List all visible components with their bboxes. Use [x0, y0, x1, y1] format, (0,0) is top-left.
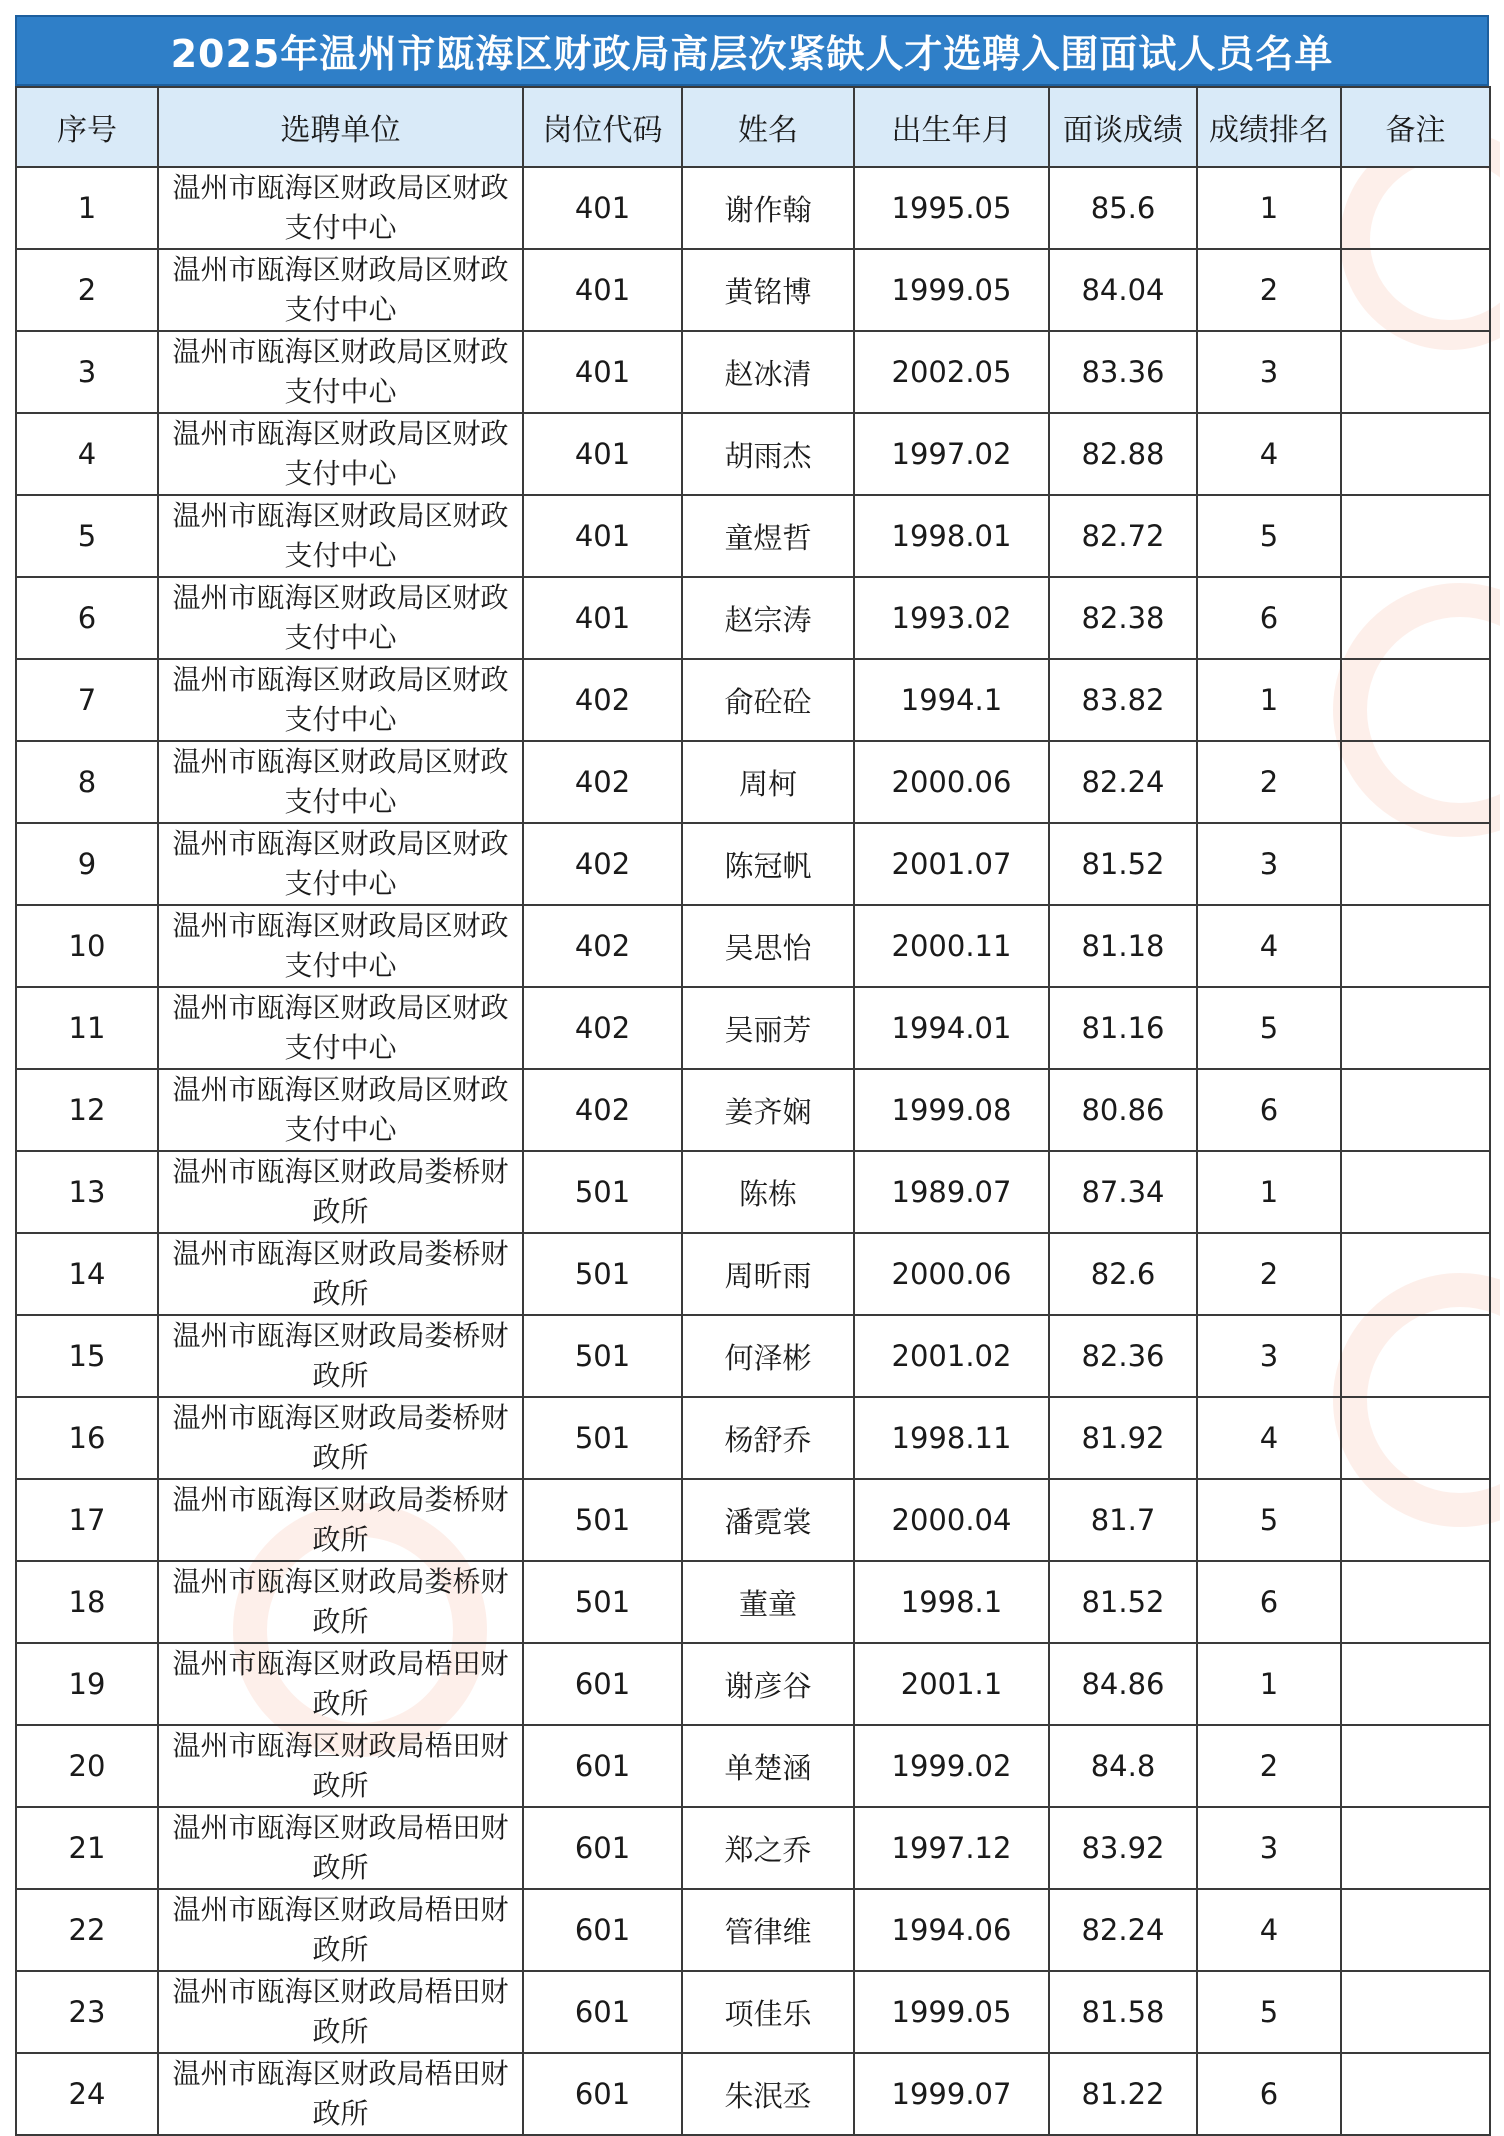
- table-header-row: [16, 87, 1490, 167]
- cell-name: 何泽彬: [682, 1315, 854, 1397]
- cell-post-code: 501: [523, 1561, 682, 1643]
- cell-birth: 1999.05: [854, 249, 1049, 331]
- cell-note: [1341, 1479, 1490, 1561]
- unit-text: 温州市瓯海区财政局区财政支付中心: [172, 909, 509, 982]
- cell-note: [1341, 1561, 1490, 1643]
- cell-birth: 2000.06: [854, 741, 1049, 823]
- cell-name: 杨舒乔: [682, 1397, 854, 1479]
- cell-post-code: 501: [523, 1479, 682, 1561]
- unit-text: 温州市瓯海区财政局区财政支付中心: [172, 827, 509, 900]
- table-row: [16, 577, 1490, 659]
- cell-name: 管律维: [682, 1889, 854, 1971]
- cell-seq: 24: [16, 2053, 158, 2135]
- cell-name: 项佳乐: [682, 1971, 854, 2053]
- cell-post-code: 402: [523, 741, 682, 823]
- cell-interview-score: 81.58: [1049, 1971, 1197, 2053]
- table-row: [16, 1479, 1490, 1561]
- cell-interview-score: 82.38: [1049, 577, 1197, 659]
- cell-name: 吴思怡: [682, 905, 854, 987]
- cell-seq: 13: [16, 1151, 158, 1233]
- cell-birth: 1998.01: [854, 495, 1049, 577]
- cell-name: 朱泯丞: [682, 2053, 854, 2135]
- cell-note: [1341, 1971, 1490, 2053]
- unit-text: 温州市瓯海区财政局区财政支付中心: [172, 171, 509, 244]
- cell-post-code: 402: [523, 659, 682, 741]
- unit-text: 温州市瓯海区财政局娄桥财政所: [172, 1237, 509, 1310]
- cell-interview-score: 83.92: [1049, 1807, 1197, 1889]
- cell-rank: 3: [1197, 1807, 1341, 1889]
- cell-name: 童煜哲: [682, 495, 854, 577]
- cell-post-code: 402: [523, 987, 682, 1069]
- cell-rank: 4: [1197, 905, 1341, 987]
- cell-note: [1341, 741, 1490, 823]
- table-row: [16, 1397, 1490, 1479]
- cell-rank: 6: [1197, 1561, 1341, 1643]
- cell-interview-score: 85.6: [1049, 167, 1197, 249]
- page-title: 2025年温州市瓯海区财政局高层次紧缺人才选聘入围面试人员名单: [15, 15, 1489, 86]
- cell-name: 胡雨杰: [682, 413, 854, 495]
- cell-unit: [158, 1643, 523, 1725]
- cell-post-code: 601: [523, 1807, 682, 1889]
- header-note: 备注: [1341, 87, 1490, 167]
- cell-post-code: 402: [523, 905, 682, 987]
- cell-post-code: 401: [523, 331, 682, 413]
- cell-birth: 1994.01: [854, 987, 1049, 1069]
- cell-seq: 6: [16, 577, 158, 659]
- cell-interview-score: 81.92: [1049, 1397, 1197, 1479]
- cell-unit: [158, 249, 523, 331]
- cell-seq: 20: [16, 1725, 158, 1807]
- unit-text: 温州市瓯海区财政局区财政支付中心: [172, 581, 509, 654]
- cell-unit: [158, 331, 523, 413]
- cell-name: 姜齐娴: [682, 1069, 854, 1151]
- unit-text: 温州市瓯海区财政局梧田财政所: [172, 1893, 509, 1966]
- unit-text: 温州市瓯海区财政局区财政支付中心: [172, 499, 509, 572]
- table-row: [16, 823, 1490, 905]
- cell-note: [1341, 413, 1490, 495]
- cell-note: [1341, 1889, 1490, 1971]
- unit-text: 温州市瓯海区财政局区财政支付中心: [172, 991, 509, 1064]
- cell-name: 赵冰清: [682, 331, 854, 413]
- cell-post-code: 501: [523, 1151, 682, 1233]
- cell-note: [1341, 495, 1490, 577]
- cell-unit: [158, 987, 523, 1069]
- cell-unit: [158, 2053, 523, 2135]
- cell-seq: 19: [16, 1643, 158, 1725]
- cell-birth: 1997.02: [854, 413, 1049, 495]
- cell-post-code: 601: [523, 2053, 682, 2135]
- cell-rank: 2: [1197, 249, 1341, 331]
- candidate-table: [15, 86, 1491, 2136]
- header-unit: 选聘单位: [158, 87, 523, 167]
- cell-unit: [158, 741, 523, 823]
- cell-unit: [158, 1807, 523, 1889]
- cell-unit: [158, 167, 523, 249]
- table-row: [16, 1807, 1490, 1889]
- cell-unit: [158, 659, 523, 741]
- cell-note: [1341, 905, 1490, 987]
- table-row: [16, 1725, 1490, 1807]
- cell-name: 潘霓裳: [682, 1479, 854, 1561]
- cell-birth: 2001.02: [854, 1315, 1049, 1397]
- cell-interview-score: 82.88: [1049, 413, 1197, 495]
- unit-text: 温州市瓯海区财政局梧田财政所: [172, 1729, 509, 1802]
- cell-seq: 10: [16, 905, 158, 987]
- header-name: 姓名: [682, 87, 854, 167]
- table-row: [16, 1151, 1490, 1233]
- cell-rank: 1: [1197, 167, 1341, 249]
- cell-birth: 2001.07: [854, 823, 1049, 905]
- cell-rank: 3: [1197, 1315, 1341, 1397]
- cell-rank: 6: [1197, 577, 1341, 659]
- cell-interview-score: 80.86: [1049, 1069, 1197, 1151]
- cell-interview-score: 82.24: [1049, 741, 1197, 823]
- cell-name: 谢作翰: [682, 167, 854, 249]
- header-rank: 成绩排名: [1197, 87, 1341, 167]
- cell-name: 吴丽芳: [682, 987, 854, 1069]
- table-row: [16, 1315, 1490, 1397]
- cell-post-code: 401: [523, 249, 682, 331]
- unit-text: 温州市瓯海区财政局区财政支付中心: [172, 1073, 509, 1146]
- cell-seq: 5: [16, 495, 158, 577]
- table-row: [16, 1069, 1490, 1151]
- cell-seq: 17: [16, 1479, 158, 1561]
- header-birth: 出生年月: [854, 87, 1049, 167]
- cell-post-code: 501: [523, 1397, 682, 1479]
- unit-text: 温州市瓯海区财政局区财政支付中心: [172, 745, 509, 818]
- unit-text: 温州市瓯海区财政局娄桥财政所: [172, 1319, 509, 1392]
- cell-seq: 21: [16, 1807, 158, 1889]
- unit-text: 温州市瓯海区财政局娄桥财政所: [172, 1401, 509, 1474]
- cell-seq: 18: [16, 1561, 158, 1643]
- table-row: [16, 2053, 1490, 2135]
- cell-note: [1341, 987, 1490, 1069]
- cell-note: [1341, 1725, 1490, 1807]
- cell-note: [1341, 331, 1490, 413]
- cell-interview-score: 83.82: [1049, 659, 1197, 741]
- cell-name: 单楚涵: [682, 1725, 854, 1807]
- cell-birth: 1999.08: [854, 1069, 1049, 1151]
- unit-text: 温州市瓯海区财政局区财政支付中心: [172, 417, 509, 490]
- cell-note: [1341, 1397, 1490, 1479]
- cell-birth: 1999.07: [854, 2053, 1049, 2135]
- table-row: [16, 413, 1490, 495]
- cell-birth: 1994.1: [854, 659, 1049, 741]
- cell-unit: [158, 413, 523, 495]
- cell-rank: 4: [1197, 1397, 1341, 1479]
- unit-text: 温州市瓯海区财政局娄桥财政所: [172, 1155, 509, 1228]
- cell-unit: [158, 1889, 523, 1971]
- cell-seq: 22: [16, 1889, 158, 1971]
- cell-rank: 4: [1197, 413, 1341, 495]
- cell-note: [1341, 1233, 1490, 1315]
- cell-note: [1341, 577, 1490, 659]
- cell-interview-score: 81.22: [1049, 2053, 1197, 2135]
- cell-name: 董童: [682, 1561, 854, 1643]
- cell-birth: 1993.02: [854, 577, 1049, 659]
- unit-text: 温州市瓯海区财政局区财政支付中心: [172, 335, 509, 408]
- cell-post-code: 402: [523, 1069, 682, 1151]
- cell-post-code: 501: [523, 1233, 682, 1315]
- cell-note: [1341, 167, 1490, 249]
- cell-rank: 2: [1197, 1725, 1341, 1807]
- cell-unit: [158, 1233, 523, 1315]
- cell-interview-score: 81.52: [1049, 823, 1197, 905]
- cell-birth: 2000.11: [854, 905, 1049, 987]
- cell-seq: 23: [16, 1971, 158, 2053]
- cell-rank: 6: [1197, 1069, 1341, 1151]
- table-row: [16, 495, 1490, 577]
- cell-rank: 5: [1197, 1971, 1341, 2053]
- cell-post-code: 401: [523, 167, 682, 249]
- cell-note: [1341, 1315, 1490, 1397]
- unit-text: 温州市瓯海区财政局区财政支付中心: [172, 663, 509, 736]
- unit-text: 温州市瓯海区财政局梧田财政所: [172, 1975, 509, 2048]
- cell-seq: 15: [16, 1315, 158, 1397]
- cell-birth: 1999.02: [854, 1725, 1049, 1807]
- cell-post-code: 401: [523, 413, 682, 495]
- cell-birth: 1998.1: [854, 1561, 1049, 1643]
- cell-seq: 2: [16, 249, 158, 331]
- cell-birth: 1997.12: [854, 1807, 1049, 1889]
- table-row: [16, 1889, 1490, 1971]
- cell-name: 陈冠帆: [682, 823, 854, 905]
- cell-name: 周柯: [682, 741, 854, 823]
- cell-seq: 3: [16, 331, 158, 413]
- cell-interview-score: 84.86: [1049, 1643, 1197, 1725]
- cell-unit: [158, 577, 523, 659]
- table-row: [16, 249, 1490, 331]
- cell-rank: 5: [1197, 495, 1341, 577]
- cell-post-code: 402: [523, 823, 682, 905]
- cell-birth: 1995.05: [854, 167, 1049, 249]
- cell-birth: 2000.06: [854, 1233, 1049, 1315]
- cell-birth: 1999.05: [854, 1971, 1049, 2053]
- cell-interview-score: 81.7: [1049, 1479, 1197, 1561]
- cell-seq: 7: [16, 659, 158, 741]
- cell-seq: 4: [16, 413, 158, 495]
- table-row: [16, 905, 1490, 987]
- cell-unit: [158, 1479, 523, 1561]
- cell-post-code: 401: [523, 495, 682, 577]
- cell-birth: 1994.06: [854, 1889, 1049, 1971]
- cell-interview-score: 87.34: [1049, 1151, 1197, 1233]
- cell-seq: 11: [16, 987, 158, 1069]
- cell-seq: 12: [16, 1069, 158, 1151]
- unit-text: 温州市瓯海区财政局梧田财政所: [172, 2057, 509, 2130]
- cell-rank: 5: [1197, 1479, 1341, 1561]
- cell-birth: 1998.11: [854, 1397, 1049, 1479]
- cell-unit: [158, 905, 523, 987]
- cell-rank: 6: [1197, 2053, 1341, 2135]
- cell-note: [1341, 1807, 1490, 1889]
- cell-unit: [158, 1561, 523, 1643]
- unit-text: 温州市瓯海区财政局梧田财政所: [172, 1647, 509, 1720]
- cell-interview-score: 84.04: [1049, 249, 1197, 331]
- cell-post-code: 601: [523, 1889, 682, 1971]
- cell-seq: 9: [16, 823, 158, 905]
- cell-unit: [158, 495, 523, 577]
- cell-interview-score: 81.18: [1049, 905, 1197, 987]
- cell-seq: 16: [16, 1397, 158, 1479]
- cell-interview-score: 82.72: [1049, 495, 1197, 577]
- cell-birth: 2000.04: [854, 1479, 1049, 1561]
- cell-unit: [158, 1151, 523, 1233]
- cell-post-code: 401: [523, 577, 682, 659]
- cell-name: 谢彦谷: [682, 1643, 854, 1725]
- unit-text: 温州市瓯海区财政局梧田财政所: [172, 1811, 509, 1884]
- cell-unit: [158, 1069, 523, 1151]
- cell-name: 郑之乔: [682, 1807, 854, 1889]
- cell-rank: 3: [1197, 331, 1341, 413]
- cell-rank: 1: [1197, 1151, 1341, 1233]
- cell-rank: 1: [1197, 1643, 1341, 1725]
- cell-post-code: 601: [523, 1971, 682, 2053]
- cell-note: [1341, 1643, 1490, 1725]
- cell-note: [1341, 1151, 1490, 1233]
- cell-unit: [158, 1971, 523, 2053]
- cell-unit: [158, 823, 523, 905]
- name-list-sheet: [15, 15, 1489, 2136]
- cell-seq: 14: [16, 1233, 158, 1315]
- cell-rank: 2: [1197, 741, 1341, 823]
- cell-rank: 4: [1197, 1889, 1341, 1971]
- cell-note: [1341, 2053, 1490, 2135]
- cell-seq: 1: [16, 167, 158, 249]
- cell-interview-score: 81.52: [1049, 1561, 1197, 1643]
- cell-rank: 3: [1197, 823, 1341, 905]
- cell-interview-score: 82.36: [1049, 1315, 1197, 1397]
- table-row: [16, 331, 1490, 413]
- cell-seq: 8: [16, 741, 158, 823]
- header-seq: 序号: [16, 87, 158, 167]
- cell-unit: [158, 1315, 523, 1397]
- cell-rank: 2: [1197, 1233, 1341, 1315]
- cell-rank: 1: [1197, 659, 1341, 741]
- cell-note: [1341, 823, 1490, 905]
- cell-post-code: 601: [523, 1725, 682, 1807]
- cell-birth: 2002.05: [854, 331, 1049, 413]
- cell-rank: 5: [1197, 987, 1341, 1069]
- header-post-code: 岗位代码: [523, 87, 682, 167]
- cell-note: [1341, 249, 1490, 331]
- cell-interview-score: 83.36: [1049, 331, 1197, 413]
- table-row: [16, 741, 1490, 823]
- cell-unit: [158, 1397, 523, 1479]
- cell-interview-score: 82.6: [1049, 1233, 1197, 1315]
- cell-interview-score: 81.16: [1049, 987, 1197, 1069]
- cell-name: 陈栋: [682, 1151, 854, 1233]
- table-row: [16, 1233, 1490, 1315]
- table-row: [16, 987, 1490, 1069]
- cell-note: [1341, 659, 1490, 741]
- cell-interview-score: 84.8: [1049, 1725, 1197, 1807]
- cell-birth: 2001.1: [854, 1643, 1049, 1725]
- cell-note: [1341, 1069, 1490, 1151]
- cell-name: 周昕雨: [682, 1233, 854, 1315]
- cell-unit: [158, 1725, 523, 1807]
- table-row: [16, 1971, 1490, 2053]
- cell-name: 俞砼砼: [682, 659, 854, 741]
- cell-interview-score: 82.24: [1049, 1889, 1197, 1971]
- header-interview-score: 面谈成绩: [1049, 87, 1197, 167]
- cell-name: 赵宗涛: [682, 577, 854, 659]
- unit-text: 温州市瓯海区财政局娄桥财政所: [172, 1565, 509, 1638]
- table-row: [16, 659, 1490, 741]
- cell-name: 黄铭博: [682, 249, 854, 331]
- table-row: [16, 1643, 1490, 1725]
- cell-post-code: 601: [523, 1643, 682, 1725]
- table-row: [16, 1561, 1490, 1643]
- table-row: [16, 167, 1490, 249]
- unit-text: 温州市瓯海区财政局娄桥财政所: [172, 1483, 509, 1556]
- unit-text: 温州市瓯海区财政局区财政支付中心: [172, 253, 509, 326]
- cell-post-code: 501: [523, 1315, 682, 1397]
- cell-birth: 1989.07: [854, 1151, 1049, 1233]
